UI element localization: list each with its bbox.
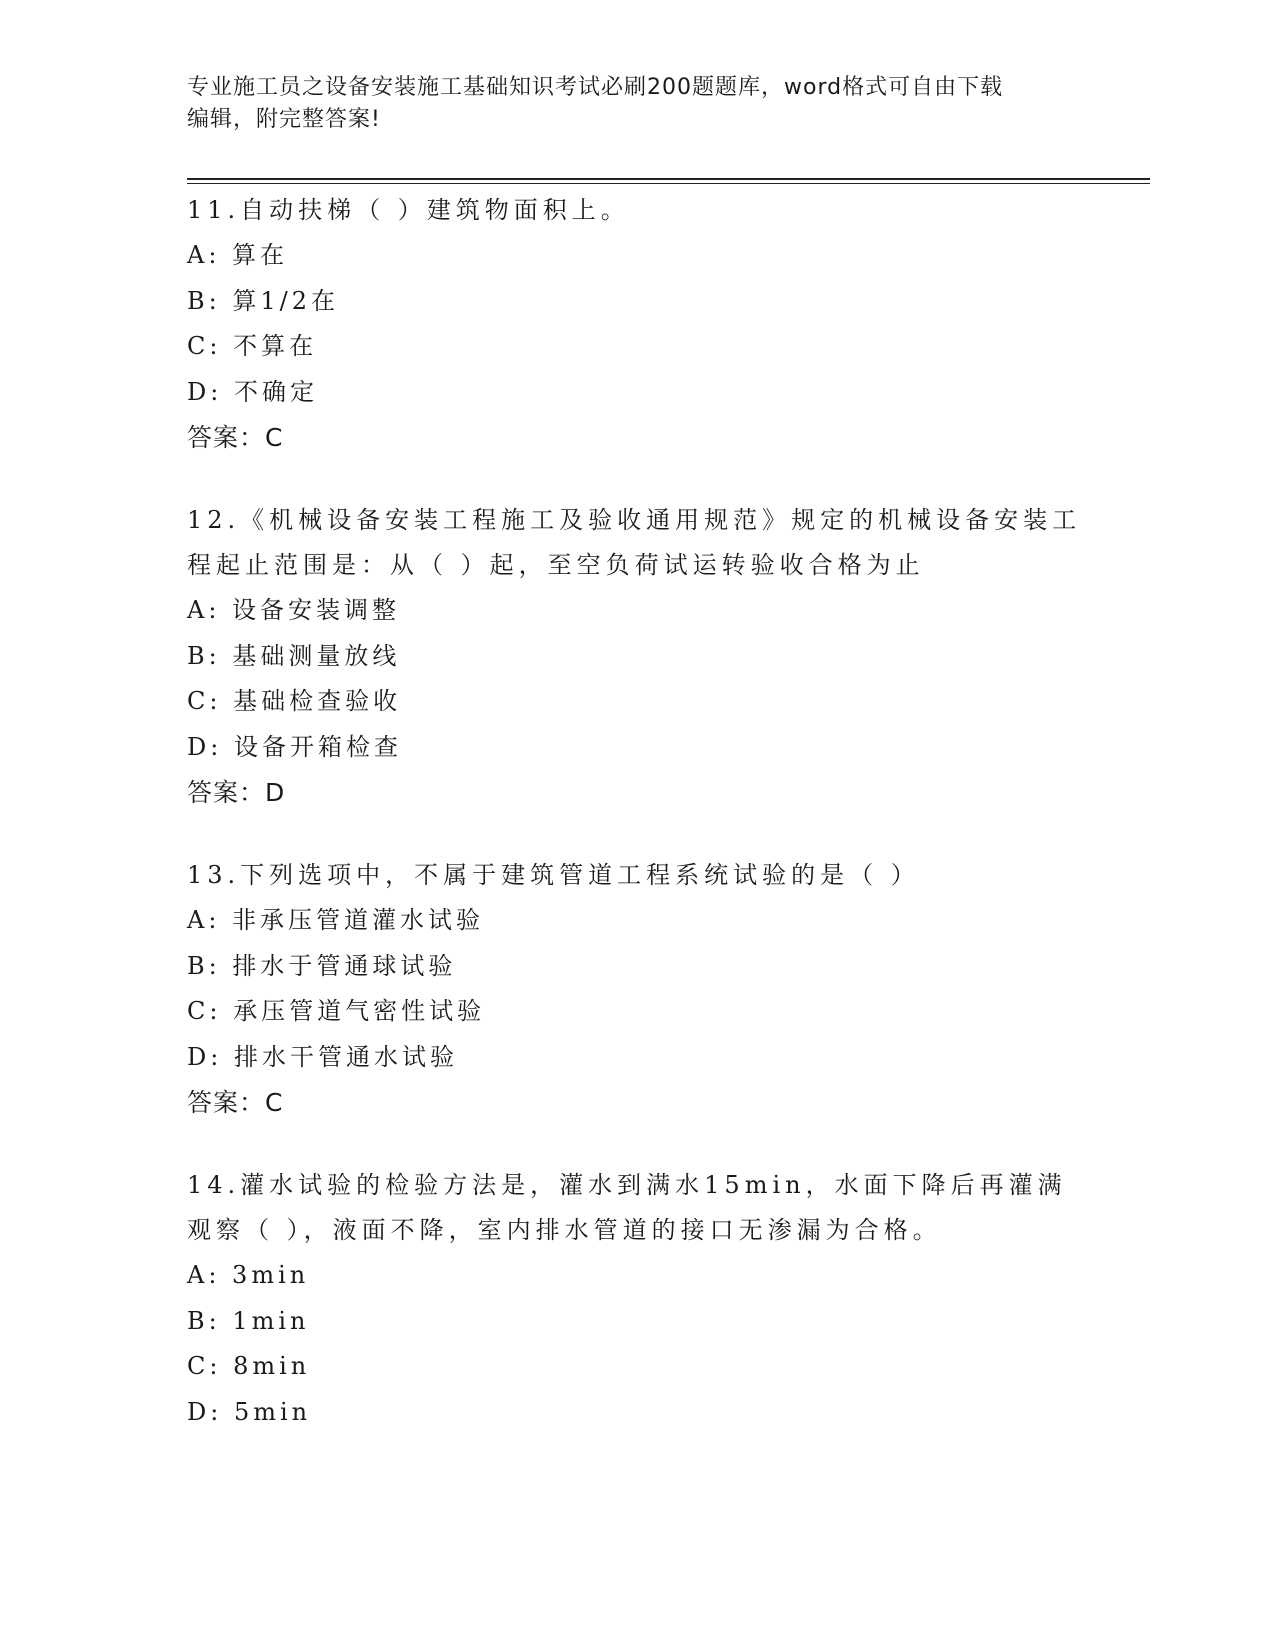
option-d: D: 5min (187, 1397, 312, 1426)
option-c: C: 8min (187, 1352, 311, 1380)
option-d: D: 不确定 (187, 377, 318, 406)
option-d: D: 排水干管通水试验 (187, 1042, 458, 1071)
option-a: A: 设备安装调整 (187, 596, 401, 624)
option-b: B: 排水于管通球试验 (187, 951, 457, 980)
header-title-line-1: 专业施工员之设备安装施工基础知识考试必刷200题题库，word格式可自由下载 (187, 75, 1004, 100)
option-c: C: 承压管道气密性试验 (187, 997, 486, 1025)
question-text: 13.下列选项中，不属于建筑管道工程系统试验的是（ ） (187, 861, 920, 889)
answer-line: 答案：C (187, 1088, 284, 1117)
question-13 (187, 853, 1087, 1125)
header-divider-thick (187, 178, 1150, 180)
answer-line: 答案：D (187, 778, 286, 807)
question-12 (187, 498, 1087, 815)
header-title-line-2: 编辑，附完整答案! (187, 107, 381, 132)
option-a: A: 非承压管道灌水试验 (187, 906, 485, 934)
question-text: 14.灌水试验的检验方法是，灌水到满水15min，水面下降后再灌满观察（ ），液面不降，室内排水管道的接口无渗漏为合格。 (187, 1171, 1067, 1244)
option-a: A: 3min (187, 1261, 310, 1289)
option-b: B: 1min (187, 1306, 310, 1335)
question-list (187, 188, 1087, 1473)
option-b: B: 基础测量放线 (187, 641, 401, 670)
option-c: C: 基础检查验收 (187, 687, 402, 715)
option-a: A: 算在 (187, 241, 289, 269)
document-header (187, 72, 1067, 136)
option-b: B: 算1/2在 (187, 286, 339, 315)
question-11 (187, 188, 1087, 460)
option-d: D: 设备开箱检查 (187, 732, 402, 761)
answer-line: 答案：C (187, 423, 284, 452)
option-c: C: 不算在 (187, 332, 318, 360)
question-text: 11.自动扶梯（ ）建筑物面积上。 (187, 196, 630, 224)
question-14 (187, 1163, 1087, 1435)
header-divider-thin (187, 183, 1150, 184)
question-text: 12.《机械设备安装工程施工及验收通用规范》规定的机械设备安装工程起止范围是：从（ ）起，至空负荷试运转验收合格为止 (187, 506, 1082, 579)
